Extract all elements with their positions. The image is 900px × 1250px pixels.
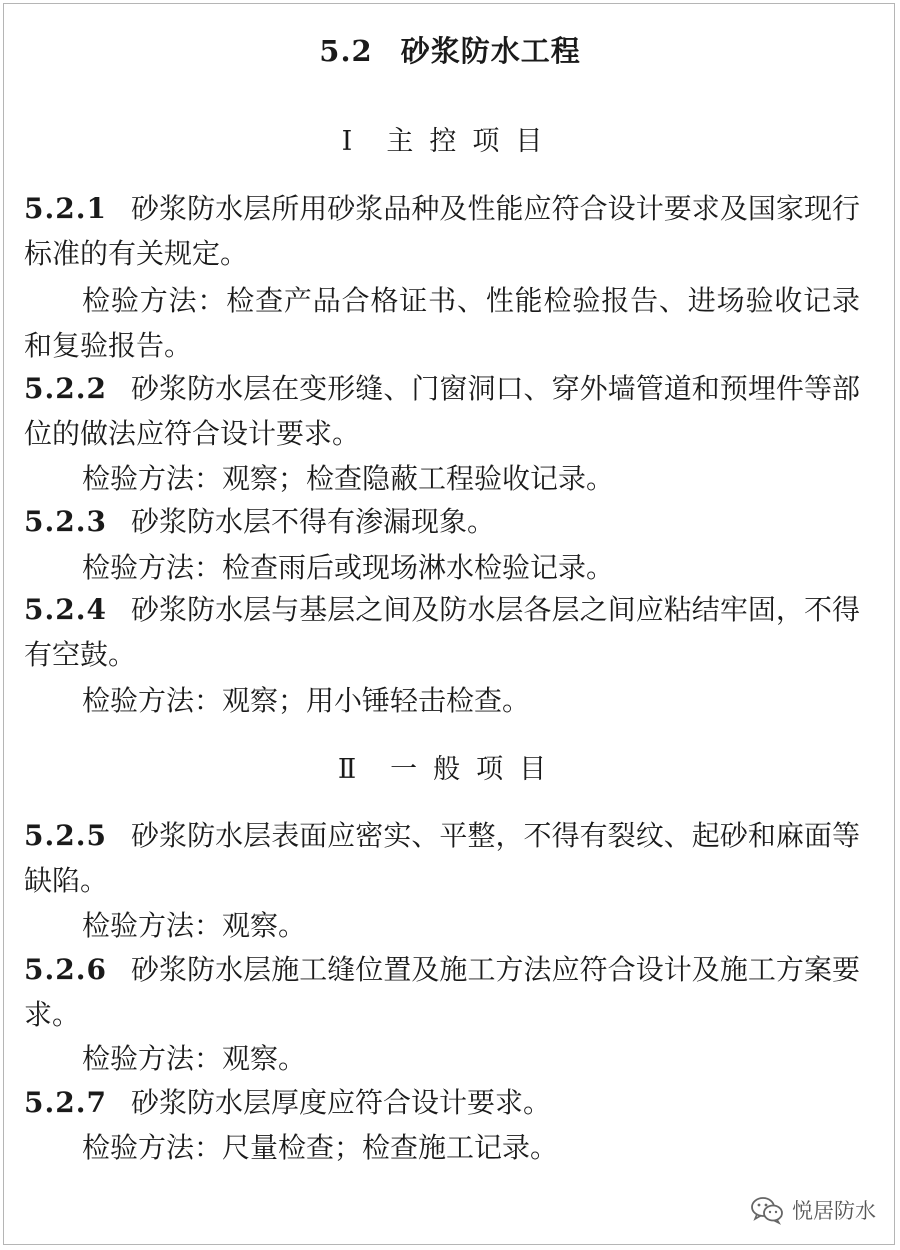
clause-number: 5.2.1 — [24, 192, 107, 225]
clause-number: 5.2.4 — [24, 593, 107, 626]
clause-text: 砂浆防水层厚度应符合设计要求。 — [130, 1086, 551, 1119]
inspection-method: 检验方法：观察；用小锤轻击检查。 — [82, 684, 531, 717]
section-title: 砂浆防水工程 — [400, 34, 581, 68]
clause-5-2-6 — [24, 947, 860, 1037]
clause-number: 5.2.6 — [24, 953, 107, 986]
section-number: 5.2 — [319, 34, 373, 68]
inspection-method: 检验方法：检查产品合格证书、性能检验报告、进场验收记录和复验报告。 — [24, 284, 860, 362]
clause-text: 砂浆防水层与基层之间及防水层各层之间应粘结牢固，不得有空鼓。 — [24, 593, 860, 671]
inspection-method: 检验方法：尺量检查；检查施工记录。 — [82, 1131, 559, 1164]
clause-number: 5.2.2 — [24, 372, 107, 405]
wechat-icon — [750, 1195, 784, 1225]
inspection-method: 检验方法：检查雨后或现场淋水检验记录。 — [82, 551, 615, 584]
clause-text: 砂浆防水层表面应密实、平整，不得有裂纹、起砂和麻面等缺陷。 — [24, 819, 860, 897]
section-heading — [0, 26, 900, 76]
group-title: 一般项目 — [390, 754, 563, 785]
clause-number: 5.2.7 — [24, 1086, 107, 1119]
clause-5-2-2 — [24, 366, 860, 456]
clause-text: 砂浆防水层施工缝位置及施工方法应符合设计及施工方案要求。 — [24, 953, 860, 1031]
inspection-method: 检验方法：观察。 — [82, 909, 307, 942]
clause-5-2-5 — [24, 813, 860, 903]
group-numeral: Ⅱ — [337, 754, 357, 785]
group-heading-main-control — [0, 120, 900, 164]
clause-number: 5.2.3 — [24, 505, 107, 538]
group-numeral: Ⅰ — [341, 126, 353, 157]
clause-5-2-7 — [24, 1080, 860, 1125]
inspection-method: 检验方法：观察。 — [82, 1042, 307, 1075]
clause-text: 砂浆防水层不得有渗漏现象。 — [130, 505, 495, 538]
clause-number: 5.2.5 — [24, 819, 107, 852]
clause-5-2-1 — [24, 186, 860, 276]
watermark — [750, 1192, 876, 1228]
inspection-method: 检验方法：观察；检查隐蔽工程验收记录。 — [82, 462, 615, 495]
group-title: 主控项目 — [386, 126, 559, 157]
clause-text: 砂浆防水层在变形缝、门窗洞口、穿外墙管道和预埋件等部位的做法应符合设计要求。 — [24, 372, 860, 450]
clause-text: 砂浆防水层所用砂浆品种及性能应符合设计要求及国家现行标准的有关规定。 — [24, 192, 860, 270]
clause-5-2-3 — [24, 499, 860, 544]
clause-5-2-4 — [24, 587, 860, 677]
group-heading-general — [0, 748, 900, 792]
watermark-text: 悦居防水 — [792, 1199, 876, 1223]
